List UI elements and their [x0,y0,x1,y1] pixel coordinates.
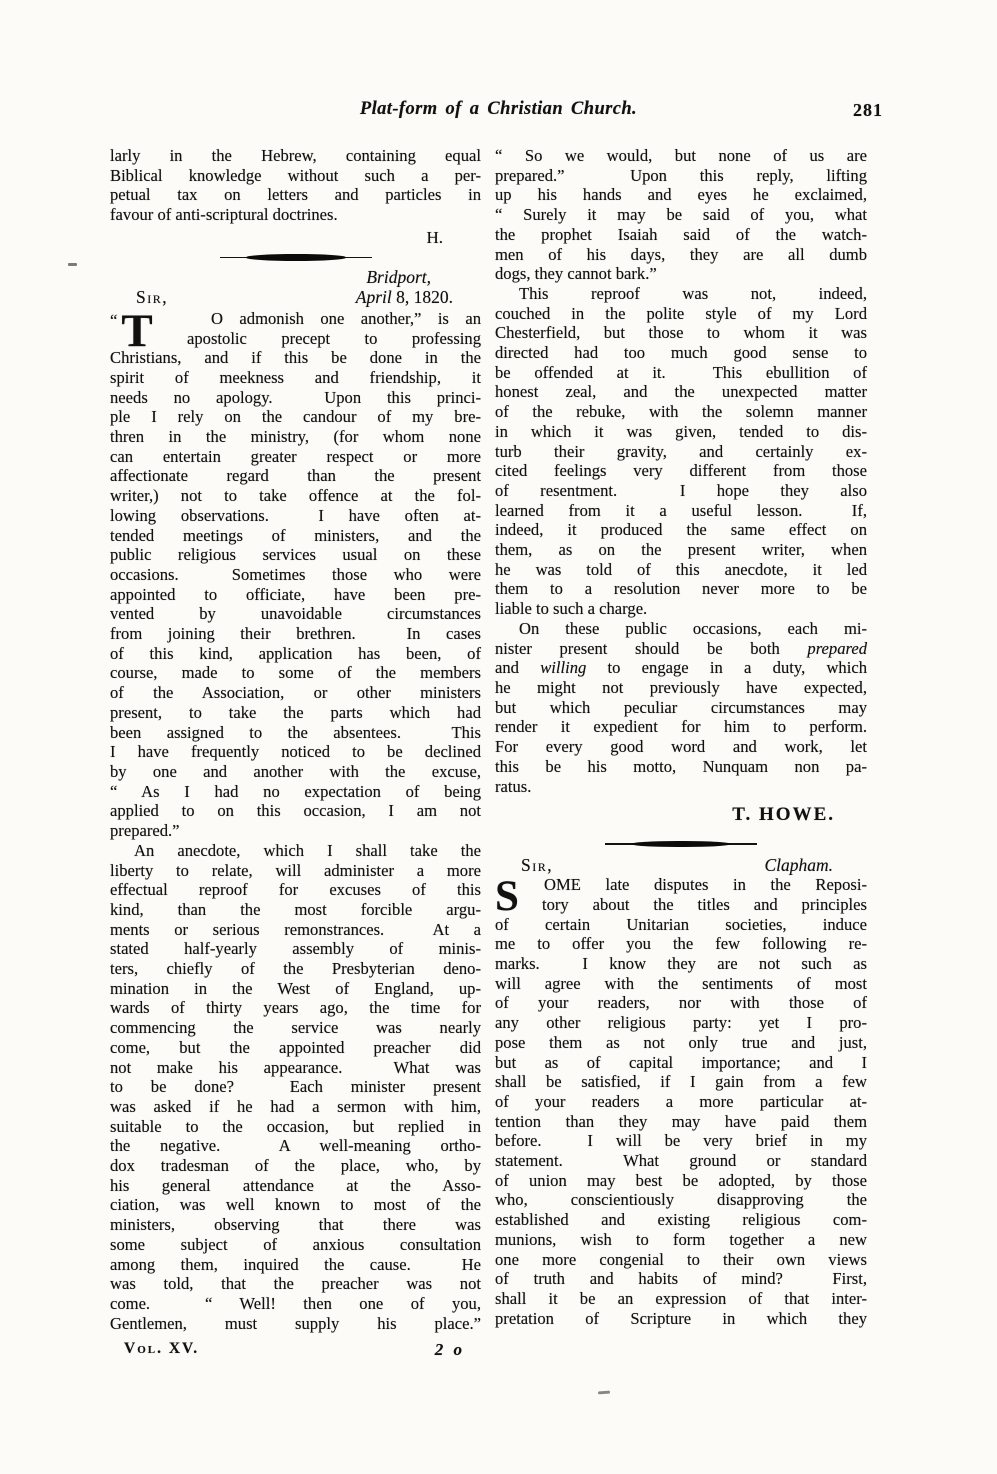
text-line: kind, than the most forcible argu- [110,899,481,919]
text-line: be offended at it. This ebullition of [495,362,867,382]
drop-cap-block [110,304,153,357]
text-line: was told, that the preacher was not [110,1274,481,1294]
text-line: shall be satisfied, if I gain from a few [495,1072,867,1092]
text-line: commencing the service was nearly [110,1018,481,1038]
text-line: effectual reproof for excuses of this [110,880,481,900]
salutation: Sir, [521,855,554,876]
text-line: “ As I had no expectation of being [110,781,481,801]
text-line: marks. I know they are not such as [495,954,867,974]
text-line: before. I will be very brief in my [495,1131,867,1151]
text-line: of this kind, application has been, of [110,643,481,663]
paragraph-continuation [110,146,481,225]
text-line: learned from it a useful lesson. If, [495,500,867,520]
text-line: wards of thirty years ago, the time for [110,998,481,1018]
text-line: and willing to engage in a duty, which [495,658,868,678]
text-line: applied to on this occasion, I am not [110,801,481,821]
text-line: not make his appearance. What was [110,1057,481,1077]
text-line: was asked if he had a sermon with him, [110,1096,481,1116]
text-line: course, made to some of the members [110,663,481,683]
text-line: occasions. Sometimes those who were [110,564,481,584]
page-footer [110,1340,481,1360]
ink-smudge [68,263,77,266]
text-line: petual tax on letters and particles in [110,185,481,205]
text-line: me to offer you the few following re- [495,934,867,954]
text-line: nister present should be both prepared [495,638,867,658]
text-line: thren in the ministry, (for whom none [110,427,481,447]
text-line: the prophet Isaiah said of the watch- [495,224,867,244]
text-line: Gentlemen, must supply his place.” [110,1313,481,1333]
letter1-paragraph-2 [110,841,481,1334]
text-line: present, to take the parts which had [110,702,481,722]
text-line: appointed to officiate, have been pre- [110,584,481,604]
running-title: Plat-form of a Christian Church. [359,99,638,119]
text-line: men of his days, they are all dumb [495,244,867,264]
text-line: among them, inquired the cause. He [110,1254,481,1274]
text-line: favour of anti-scriptural doctrines. [110,205,338,225]
gathering-signature-mark: 2 o [434,1340,465,1360]
text-line: tended meetings of ministers, and the [110,525,481,545]
text-line: cited feelings very different from those [495,461,867,481]
text-line: some subject of anxious consultation [110,1234,481,1254]
section-divider-rule-2 [605,839,757,848]
text-line: in which it was given, tended to dis- [495,421,867,441]
text-line: shall it be an expression of that inter- [495,1288,867,1308]
text-line: ters, chiefly of the Presbyterian deno- [110,959,481,979]
text-line: turb their gravity, and certainly ex- [495,441,867,461]
right-column [495,146,867,1328]
occasions-paragraph [495,619,867,796]
text-line: prepared.” [110,821,180,841]
divider-lens [246,254,346,261]
open-quote: “ [110,310,118,330]
text-line: will agree with the sentiments of most [495,973,867,993]
text-line: statement. What ground or standard [495,1151,867,1171]
text-line: dox tradesman of the place, who, by [110,1156,481,1176]
text-line: one more congenial to their own views [495,1249,867,1269]
text-line: O admonish one another,” is an [211,308,481,328]
text-line: lowing observations. I have often at- [110,505,481,525]
text-line: he might not previously have expected, [495,677,867,697]
text-line: pretation of Scripture in which they [495,1308,867,1328]
drop-cap-block [495,873,519,921]
text-line: OME late disputes in the Reposi- [544,875,867,895]
text-line: by one and another with the excuse, [110,761,481,781]
page-number: 281 [853,100,883,120]
text-line: writer,) not to take offence at the fol- [110,486,481,506]
text-line: but which peculiar circumstances may [495,697,867,717]
text-line: Biblical knowledge without such a per- [110,165,481,185]
text-line: ratus. [495,776,532,796]
text-line: stated half-yearly assembly of minis- [110,939,481,959]
text-line: come. “ Well! then one of you, [110,1293,481,1313]
drop-cap-T: T [121,304,153,357]
text-line: established and existing religious com- [495,1210,867,1230]
divider-lens [631,841,731,848]
text-line: he was told of this anecdote, it led [495,559,867,579]
drop-cap-S: S [495,873,519,921]
text-line: of the rebuke, with the solemn manner [495,402,867,422]
text-line: up his hands and eyes he exclaimed, [495,185,867,205]
text-line: Christians, and if this be done in the [110,348,481,368]
text-line: come, but the appointed preacher did [110,1037,481,1057]
text-line: “ So we would, but none of us are [495,146,867,165]
text-line: affectionate regard than the present [110,466,481,486]
letter2-dateline [495,855,867,875]
left-column [110,146,481,1360]
signature-h: H. [426,227,443,247]
text-line: pose them as not only true and just, [495,1032,867,1052]
dateline-place: Bridport, [366,266,431,287]
text-line: On these public occasions, each mi- [519,618,867,638]
text-line: of resentment. I hope they also [495,480,867,500]
text-line: prepared.” Upon this reply, lifting [495,165,867,185]
dateline-date: April 8, 1820. [355,286,453,307]
text-line: Chesterfield, but those to whom it was [495,323,867,343]
text-line: of the Association, or other ministers [110,683,481,703]
text-line: of certain Unitarian societies, induce [495,914,867,934]
reproof-paragraph [495,284,867,619]
text-line: of your readers a more particular at- [495,1091,867,1111]
volume-label: Vol. XV. [124,1340,200,1358]
text-line: of your readers, nor with those of [495,993,867,1013]
text-line: been assigned to the absentees. This [110,722,481,742]
text-line: mination in the West of England, up- [110,978,481,998]
text-line: vented by unavoidable circumstances [110,604,481,624]
text-line: of truth and habits of mind? First, [495,1269,867,1289]
letter1-paragraph-1 [110,304,481,841]
text-line: An anecdote, which I shall take the [134,840,481,860]
text-line: from joining their brethren. In cases [110,624,481,644]
text-line: suitable to the occasion, but replied in [110,1116,481,1136]
text-line: his general attendance at the Asso- [110,1175,481,1195]
text-line: of union may best be adopted, by those [495,1170,867,1190]
text-line: needs no apology. Upon this princi- [110,387,481,407]
text-line: “ Surely it may be said of you, what [495,205,867,225]
anecdote-conclusion-paragraph [495,146,867,284]
text-line: I have frequently noticed to be declined [110,742,481,762]
text-line: couched in the polite style of my Lord [495,303,867,323]
letter1-dateline [110,267,481,307]
section-divider-rule [220,253,372,262]
text-line: ple I rely on the candour of my bre- [110,407,481,427]
text-line: ministers, observing that there was [110,1215,481,1235]
text-line: indeed, it produced the same effect on [495,520,867,540]
text-line: ments or serious remonstrances. At a [110,919,481,939]
text-line: this be his motto, Nunquam non pa- [495,756,867,776]
salutation: Sir, [136,286,169,307]
text-line: apostolic precept to professing [187,328,481,348]
text-line: munions, wish to form together a new [495,1229,867,1249]
text-line: can entertain greater respect or more [110,446,481,466]
text-line: who, conscientiously disapproving the [495,1190,867,1210]
text-line: liberty to relate, will administer a more [110,860,481,880]
signature-t-howe: T. HOWE. [732,804,835,826]
text-line: them to a resolution never more to be [495,579,867,599]
text-line: public religious services usual on these [110,545,481,565]
text-line: larly in the Hebrew, containing equal [110,146,481,165]
text-line: liable to such a charge. [495,599,648,619]
letter2-paragraph-1 [495,875,867,1328]
text-line: directed had too much good sense to [495,343,867,363]
ink-smudge [598,1391,610,1395]
text-line: tention than they may have paid them [495,1111,867,1131]
text-line: This reproof was not, indeed, [519,283,867,303]
text-line: tory about the titles and principles [542,894,867,914]
text-line: the negative. A well-meaning ortho- [110,1136,481,1156]
text-line: render it expedient for him to perform. [495,717,867,737]
text-line: but as of capital importance; and I [495,1052,867,1072]
text-line: ciation, was well known to most of the [110,1195,481,1215]
text-line: For every good word and work, let [495,737,867,757]
text-line: to be done? Each minister present [110,1077,481,1097]
text-line: dogs, they cannot bark.” [495,264,657,284]
text-line: them, as on the present writer, when [495,540,867,560]
dateline-place: Clapham. [764,855,833,876]
text-line: honest zeal, and the unexpected matter [495,382,867,402]
text-line: spirit of meekness and friendship, it [110,367,481,387]
text-line: any other religious party: yet I pro- [495,1013,867,1033]
